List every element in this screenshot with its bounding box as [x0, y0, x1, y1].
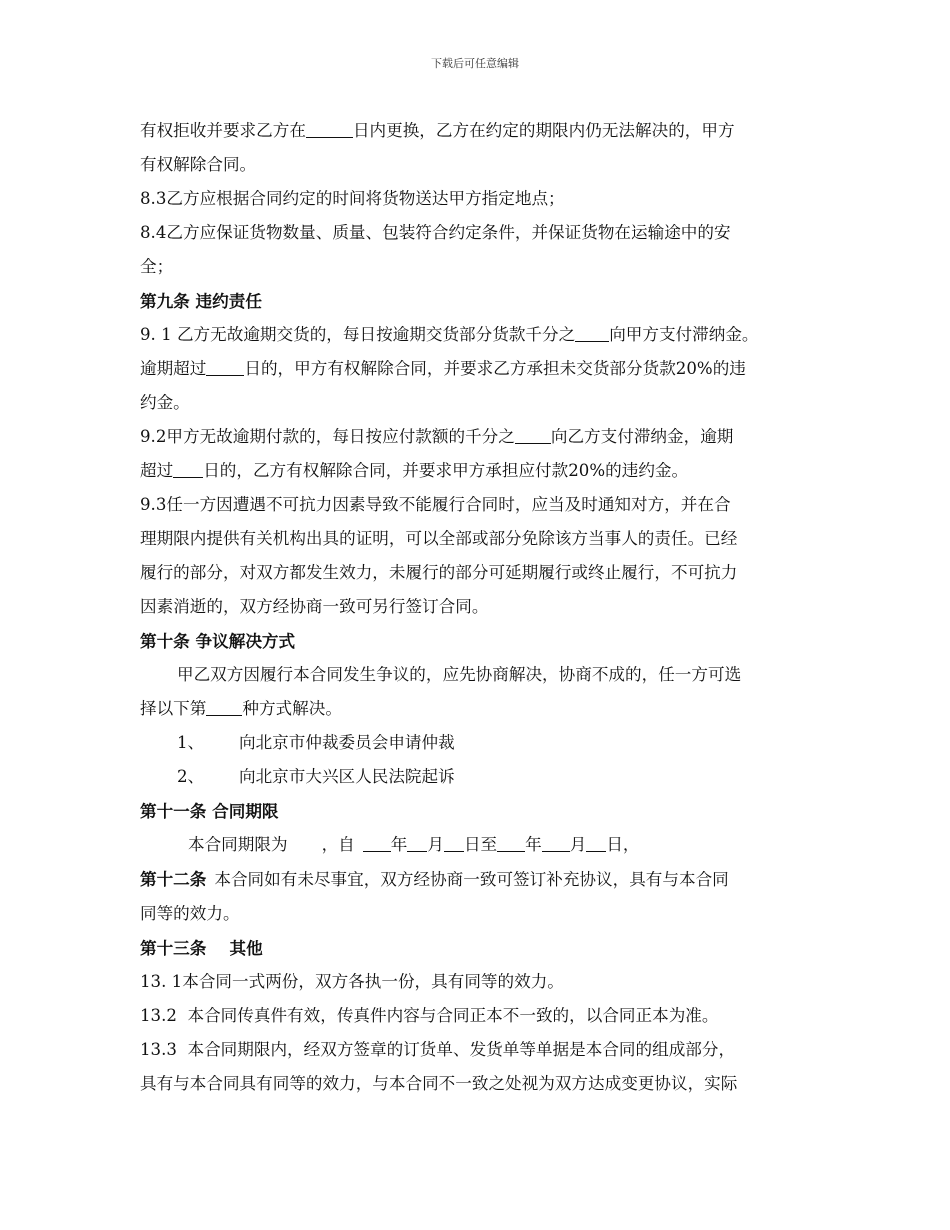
text: 日至 — [463, 835, 498, 854]
paragraph-8-4: 8.4乙方应保证货物数量、质量、包装符合约定条件，并保证货物在运输途中的安 — [140, 223, 731, 242]
text: 日内更换，乙方在约定的期限内仍无法解决的，甲方 — [352, 121, 735, 140]
list-text: 向北京市仲裁委员会申请仲裁 — [239, 733, 455, 752]
document-body — [140, 114, 820, 1101]
paragraph-8-2-cont — [140, 114, 820, 148]
text: 向甲方支付滞纳金。 — [609, 325, 759, 344]
list-number: 1、 — [177, 733, 205, 752]
blank-field — [363, 833, 391, 852]
list-text: 向北京市大兴区人民法院起诉 — [239, 767, 455, 786]
paragraph-12 — [140, 862, 820, 897]
section-heading-13: 第十三条 其他 — [140, 938, 263, 958]
paragraph-9-3-line4: 因素消逝的，双方经协商一致可另行签订合同。 — [140, 597, 489, 616]
paragraph-9-1-end: 约金。 — [140, 393, 190, 412]
blank-field — [575, 323, 609, 342]
section-heading-9: 第九条 违约责任 — [140, 291, 262, 311]
paragraph-13-1: 13. 1本合同一式两份，双方各执一份，具有同等的效力。 — [140, 972, 564, 991]
paragraph-9-1 — [140, 318, 820, 352]
paragraph-13-2: 13.2 本合同传真件有效，传真件内容与合同正本不一致的，以合同正本为准。 — [140, 1006, 719, 1025]
paragraph-8-2-end: 有权解除合同。 — [140, 155, 257, 174]
paragraph-9-2-line2 — [140, 454, 820, 488]
text: 9.2甲方无故逾期付款的，每日按应付款额的千分之 — [140, 427, 515, 446]
list-number: 2、 — [177, 767, 205, 786]
paragraph-12-end: 同等的效力。 — [140, 904, 240, 923]
blank-field — [586, 833, 606, 852]
paragraph-11 — [140, 828, 820, 862]
paragraph-13-3-line1: 13.3 本合同期限内，经双方签章的订货单、发货单等单据是本合同的组成部分， — [140, 1040, 736, 1059]
paragraph-8-4-end: 全； — [140, 257, 174, 276]
paragraph-9-3-line1: 9.3任一方因遭遇不可抗力因素导致不能履行合同时，应当及时通知对方，并在合 — [140, 495, 731, 514]
paragraph-9-2 — [140, 420, 820, 454]
text: 年 — [390, 835, 408, 854]
text: 日的，甲方有权解除合同，并要求乙方承担未交货部分货款20%的违 — [244, 359, 746, 378]
paragraph-9-3-line3: 履行的部分，对双方都发生效力，未履行的部分可延期履行或终止履行，不可抗力 — [140, 563, 738, 582]
text: 9. 1 乙方无故逾期交货的，每日按逾期交货部分货款千分之 — [140, 325, 576, 344]
paragraph-9-3-line2: 理期限内提供有关机构出具的证明，可以全部或部分免除该方当事人的责任。已经 — [140, 529, 738, 548]
blank-field — [515, 425, 551, 444]
section-heading-11: 第十一条 合同期限 — [140, 801, 279, 821]
list-item — [140, 726, 820, 760]
text: 本合同期限为 — [188, 835, 288, 854]
text: 月 — [569, 835, 587, 854]
paragraph-9-1-line2 — [140, 352, 820, 386]
blank-field — [444, 833, 464, 852]
text: 种方式解决。 — [242, 699, 342, 718]
text: 月 — [427, 835, 444, 854]
text: 有权拒收并要求乙方在 — [140, 121, 306, 140]
blank-field — [173, 459, 203, 478]
text: 向乙方支付滞纳金，逾期 — [550, 427, 734, 446]
blank-field — [206, 697, 242, 716]
section-heading-10: 第十条 争议解决方式 — [140, 631, 296, 651]
page-header: 下载后可任意编辑 — [431, 57, 519, 70]
blank-field — [306, 119, 353, 138]
blank-field — [542, 833, 570, 852]
list-item — [140, 760, 820, 794]
text: 年 — [525, 835, 542, 854]
text: 本合同如有未尽事宜，双方经协商一致可签订补充协议，具有与本合同 — [214, 870, 729, 889]
blank-field — [407, 833, 427, 852]
paragraph-8-3: 8.3乙方应根据合同约定的时间将货物送达甲方指定地点； — [140, 189, 565, 208]
paragraph-13-3-line2: 具有与本合同具有同等的效力，与本合同不一致之处视为双方达成变更协议，实际 — [140, 1074, 738, 1093]
paragraph-10-line1: 甲乙双方因履行本合同发生争议的，应先协商解决，协商不成的，任一方可选 — [177, 665, 742, 684]
blank-field — [206, 357, 244, 376]
text: 日， — [606, 835, 640, 854]
section-heading-12: 第十二条 — [140, 869, 207, 889]
text: 日的，乙方有权解除合同，并要求甲方承担应付款20%的违约金。 — [203, 461, 689, 480]
text: 择以下第 — [140, 699, 207, 718]
blank-field — [497, 833, 525, 852]
text: 逾期超过 — [140, 359, 207, 378]
text: ，自 — [321, 835, 355, 854]
text: 超过 — [140, 461, 174, 480]
paragraph-10-line2 — [140, 692, 820, 726]
